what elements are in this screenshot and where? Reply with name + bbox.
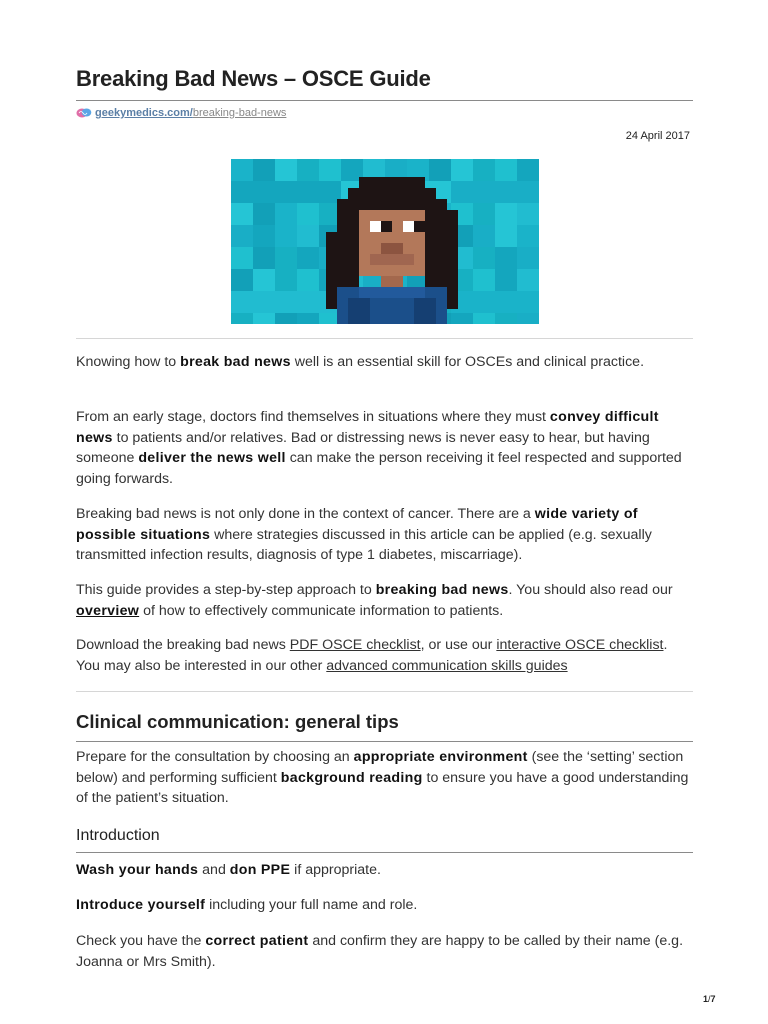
subsection-heading: Introduction — [76, 827, 160, 844]
source-domain[interactable]: geekymedics.com/ — [95, 107, 193, 119]
paragraph: This guide provides a step-by-step approach to breaking bad news. You should also read our overview of how to effectively communicate information to patients. — [76, 582, 673, 619]
brain-icon — [76, 107, 92, 119]
source-link[interactable] — [76, 107, 286, 119]
paragraph: Check you have the correct patient and confirm they are happy to be called by their name (e.g. Joanna or Mrs Smith). — [76, 933, 684, 970]
publish-date: 24 April 2017 — [625, 130, 690, 142]
paragraph: Introduce yourself including your full name and role. — [76, 897, 418, 913]
pdf-checklist-link[interactable]: PDF OSCE checklist — [289, 637, 421, 653]
paragraph: Breaking bad news is not only done in the context of cancer. There are a wide variety of possible situations where strategies discussed in this article can be applied (e.g. sexually transmitted infection results, diagnosis of type 1 diabetes, miscarriage). — [76, 506, 652, 563]
interactive-checklist-link[interactable]: interactive OSCE checklist — [496, 637, 664, 653]
divider — [76, 338, 693, 339]
page-title: Breaking Bad News – OSCE Guide — [76, 66, 431, 91]
page-number: 1/7 — [703, 994, 716, 1004]
paragraph: Prepare for the consultation by choosing an appropriate environment (see the ‘setting’ section below) and performing sufficient background reading to ensure you have a good understanding of the patient’s situation. — [76, 749, 689, 806]
divider — [76, 691, 693, 692]
overview-link[interactable]: overview — [76, 602, 140, 619]
paragraph: Download the breaking bad news PDF OSCE checklist, or use our interactive OSCE checklist. You may also be interested in our other advanced communication skills guides — [76, 637, 668, 674]
hero-image — [231, 159, 539, 324]
subsection-divider — [76, 852, 693, 853]
source-path[interactable]: breaking-bad-news — [192, 107, 287, 119]
communication-guides-link[interactable]: advanced communication skills guides — [326, 657, 568, 674]
intro-paragraph: Knowing how to break bad news well is an essential skill for OSCEs and clinical practice. — [76, 354, 645, 370]
paragraph: Wash your hands and don PPE if appropriate. — [76, 862, 381, 878]
section-divider — [76, 741, 693, 742]
paragraph: From an early stage, doctors find themselves in situations where they must convey difficult news to patients and/or relatives. Bad or distressing news is never easy to hear, but having someone deliver the news well can make the person receiving it feel respected and supported going forwards. — [76, 409, 682, 487]
section-heading: Clinical communication: general tips — [76, 711, 399, 732]
title-divider — [76, 100, 693, 101]
